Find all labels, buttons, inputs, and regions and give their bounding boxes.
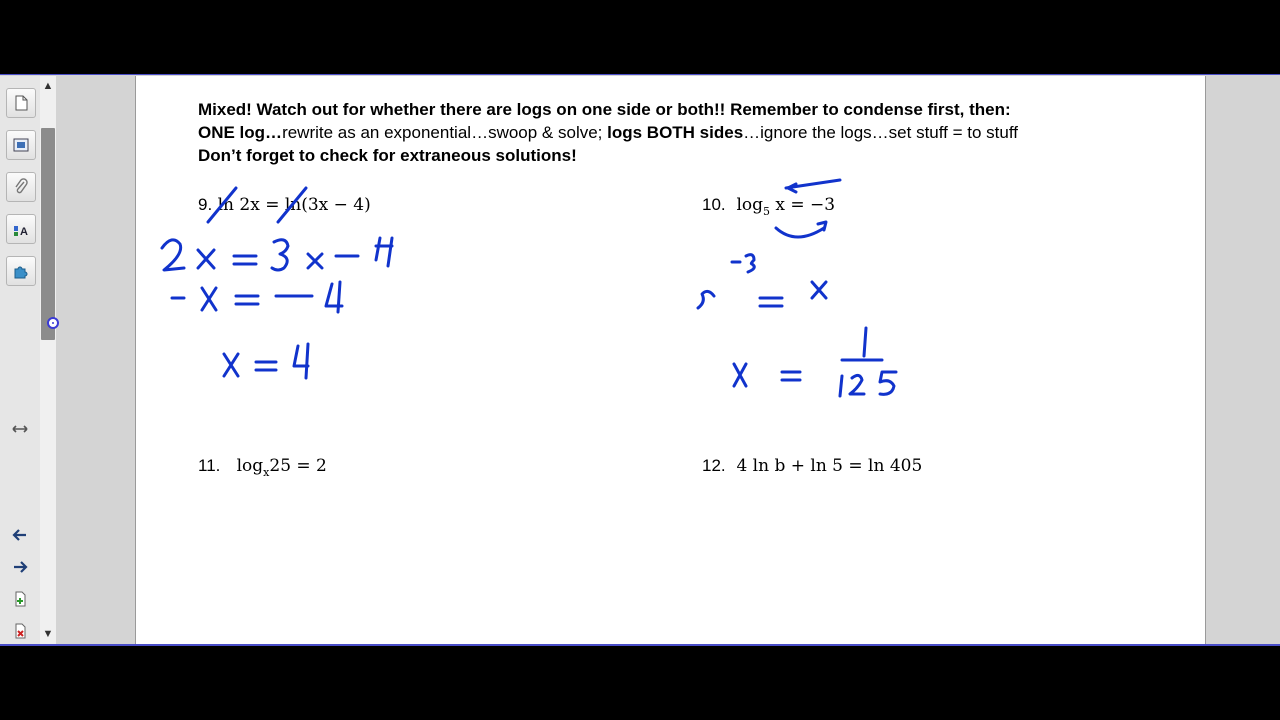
scroll-down-icon[interactable]: ▼	[42, 628, 54, 640]
svg-text:A: A	[20, 226, 28, 238]
scrollbar-thumb[interactable]	[41, 128, 55, 340]
page-sorter-button[interactable]	[6, 88, 36, 118]
problem-10: 10. $\log_5 x = -3$	[702, 195, 836, 218]
ink-p9-line2	[172, 282, 342, 312]
vertical-scrollbar[interactable]	[40, 76, 56, 644]
add-page-button[interactable]	[6, 588, 34, 610]
attachments-button[interactable]	[6, 172, 36, 202]
ink-p10-line1	[698, 255, 826, 308]
problem-11: 11. $\log_x25 = 2$	[198, 456, 327, 479]
ink-p10-line2	[734, 328, 896, 396]
cursor-target-icon	[47, 317, 59, 329]
previous-page-icon	[11, 526, 29, 544]
ink-p9-line1	[162, 238, 392, 270]
resize-sidebar-button[interactable]	[6, 418, 34, 440]
instructions-line-1: Mixed! Watch out for whether there are logs on one side or both!! Remember to condense first, then:	[198, 100, 1011, 119]
window-border-bottom	[0, 644, 1280, 646]
next-page-icon	[11, 558, 29, 576]
addons-button[interactable]	[6, 256, 36, 286]
page-icon	[12, 94, 30, 112]
delete-page-button[interactable]	[6, 620, 34, 642]
instructions-line-3: Don’t forget to check for extraneous solutions!	[198, 146, 577, 165]
delete-page-icon	[11, 622, 29, 640]
next-page-button[interactable]	[6, 556, 34, 578]
resize-icon	[11, 420, 29, 438]
scroll-up-icon[interactable]: ▲	[42, 80, 54, 92]
problem-9: 9. ln 2x = ln(3x − 4)	[198, 195, 371, 215]
notebook-page[interactable]	[135, 76, 1206, 644]
ink-p9-line3	[224, 344, 308, 378]
problem-12: 12. 4 ln b + ln 5 = ln 405	[702, 456, 923, 476]
previous-page-button[interactable]	[6, 524, 34, 546]
instructions-line-2: ONE log…rewrite as an exponential…swoop & solve; logs BOTH sides…ignore the logs…set stuff = to stuff	[198, 123, 1018, 142]
gallery-icon	[12, 136, 30, 154]
gallery-button[interactable]	[6, 130, 36, 160]
side-toolbar	[0, 76, 41, 644]
addons-icon	[12, 262, 30, 280]
properties-button[interactable]	[6, 214, 36, 244]
properties-icon	[12, 220, 30, 238]
attachment-icon	[12, 178, 30, 196]
add-page-icon	[11, 590, 29, 608]
